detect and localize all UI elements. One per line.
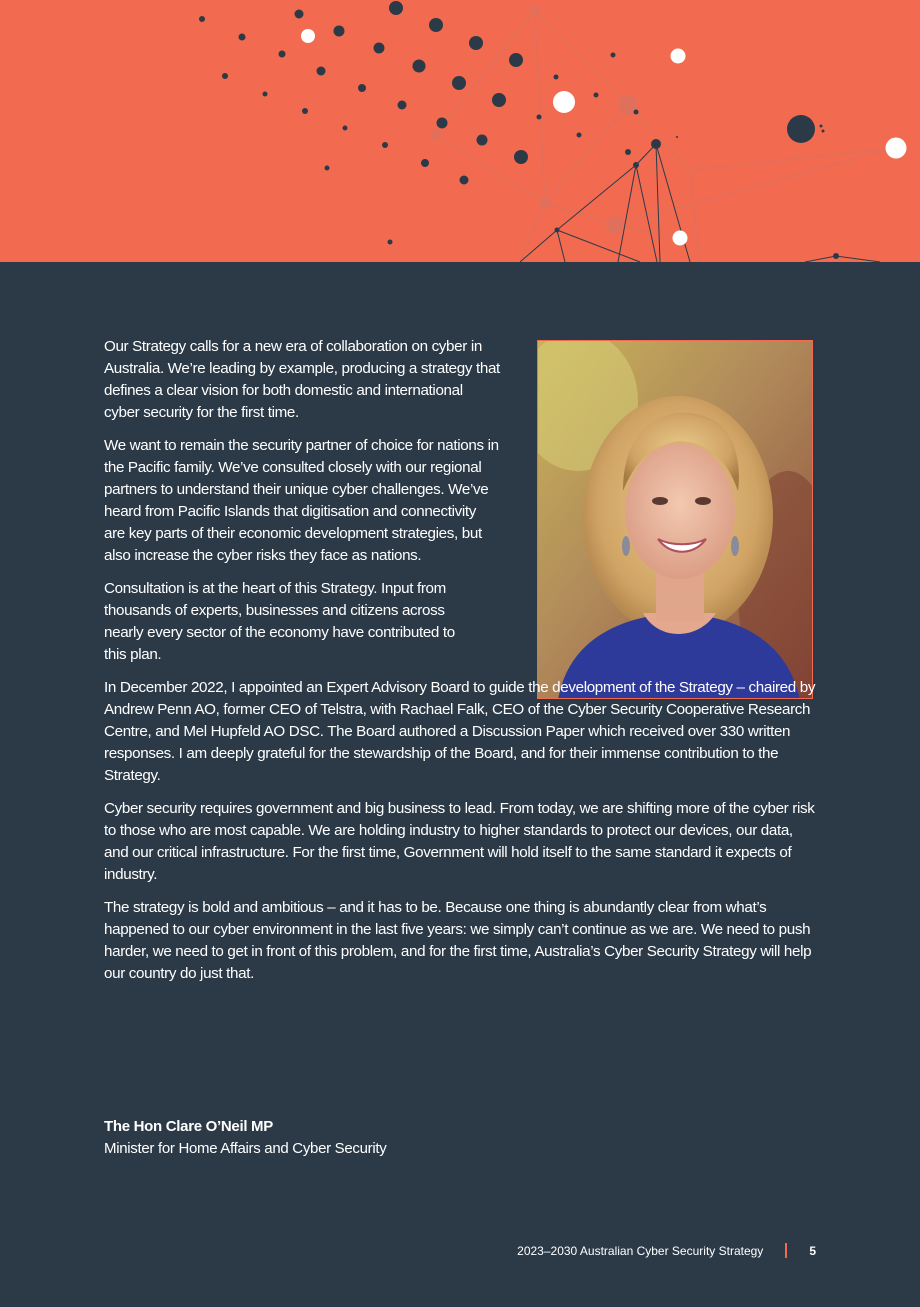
signatory-title: Minister for Home Affairs and Cyber Security [104,1140,387,1157]
signature-block [104,1116,386,1160]
signatory-name: The Hon Clare O’Neil MP [104,1118,273,1135]
paragraph: The strategy is bold and ambitious – and it has to be. Because one thing is abundantly clear from what’s happened to our cyber environment in the last five years: we simply can’t continue as we are. We need to push harder, we need to get in front of this problem, and for the first time, Australia’s Cyber Security Strategy will help our country do just that. [104,899,812,982]
body-text [104,336,816,996]
paragraph: Cyber security requires government and big business to lead. From today, we are shifting more of the cyber risk to those who are most capable. We are holding industry to higher standards to protect our devices, our data, and our critical infrastructure. For the first time, Government will hold itself to the same standard it expects of industry. [104,800,815,883]
paragraph: Consultation is at the heart of this Strategy. Input from thousands of experts, businesses and citizens across nearly every sector of the economy have contributed to this plan. [104,580,455,663]
network-dots-graphic [0,0,920,262]
header-banner [0,0,920,262]
paragraph: In December 2022, I appointed an Expert Advisory Board to guide the development of the Strategy – chaired by Andrew Penn AO, former CEO of Telstra, with Rachael Falk, CEO of the Cyber Security Cooperative Research Centre, and Mel Hupfeld AO DSC. The Board authored a Discussion Paper which received over 330 written responses. I am deeply grateful for the stewardship of the Board, and for their immense contribution to the Strategy. [104,679,816,784]
page-number: 5 [809,1243,816,1258]
footer-divider [785,1243,787,1258]
page-footer [517,1243,816,1258]
footer-document-title: 2023–2030 Australian Cyber Security Strategy [517,1243,764,1258]
paragraph: Our Strategy calls for a new era of collaboration on cyber in Australia. We’re leading by example, producing a strategy that defines a clear vision for both domestic and international cyber security for the first time. [104,338,500,421]
paragraph: We want to remain the security partner of choice for nations in the Pacific family. We’ve consulted closely with our regional partners to understand their unique cyber challenges. We’ve heard from Pacific Islands that digitisation and connectivity are key parts of their economic development strategies, but also increase the cyber risks they face as nations. [104,437,499,564]
